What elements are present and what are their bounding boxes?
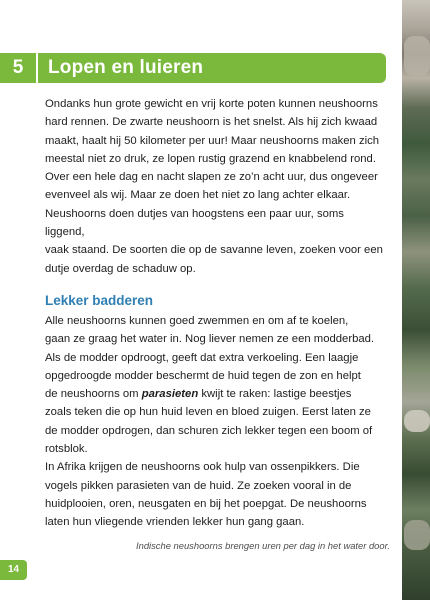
text-line: dutje overdag de schaduw op. [45,262,196,275]
page-number: 14 [0,560,27,580]
text-line: Als de modder opdroogt, geeft dat extra verkoeling. Een laagje [45,351,359,364]
intro-paragraph [45,95,385,278]
photo-caption: Indische neushoorns brengen uren per dag in het water door. [136,540,390,551]
text-line: Over een hele dag en nacht slapen ze zo’n acht uur, dus ongeveer [45,171,378,184]
photo-rock [404,520,430,550]
text-line: rotsblok. [45,443,88,456]
glossary-term: parasieten [141,388,199,401]
text-line-suffix: kwijt te raken: lastige beestjes [198,388,352,401]
text-line: hard rennen. De zwarte neushoorn is het snelst. Als hij zich kwaad [45,116,378,129]
text-line: Alle neushoorns kunnen goed zwemmen en om af te koelen, [45,314,349,327]
body-text [45,95,385,532]
text-line: huidplooien, oren, neusgaten en bij het poepgat. De neushoorns [45,497,367,510]
chapter-number: 5 [0,53,38,83]
text-line-prefix: de neushoorns om [45,388,142,401]
photo-rock [404,410,430,432]
section-paragraph-2 [45,458,385,531]
text-line: In Afrika krijgen de neushoorns ook hulp van ossenpikkers. Die [45,461,360,474]
text-line: vogels pikken parasieten van de huid. Ze zoeken vooral in de [45,479,352,492]
text-line: Ondanks hun grote gewicht en vrij korte poten kunnen neushoorns [45,98,378,110]
text-line: laten hun vliegende vrienden lekker hun gang gaan. [45,516,305,529]
text-line: vaak staand. De soorten die op de savanne leven, zoeken voor een [45,244,383,257]
text-line: Neushoorns doen dutjes van hoogstens een paar uur, soms liggend, [45,207,344,239]
rhino-photo-edge [402,0,430,600]
text-line: opgedroogde modder beschermt de huid tegen de zon en helpt [45,369,361,382]
chapter-header [0,53,386,83]
section-paragraph-1 [45,312,385,458]
text-line: meestal niet zo druk, ze lopen rustig grazend en knabbelend rond. [45,152,376,165]
section-heading: Lekker badderen [45,292,154,308]
text-line: evenveel als wij. Maar ze doen het niet zo lang achter elkaar. [45,189,351,202]
photo-rock [404,36,430,76]
chapter-title: Lopen en luieren [48,57,204,78]
text-line: zoals teken die op hun huid leven en bloed zuigen. Eerst laten ze [45,406,371,419]
text-line: maakt, haalt hij 50 kilometer per uur! Maar neushoorns maken zich [45,134,380,147]
text-line: gaan ze graag het water in. Nog liever nemen ze een modderbad. [45,333,375,346]
text-line: de modder opdrogen, dan schuren zich lekker tegen een boom of [45,424,373,437]
